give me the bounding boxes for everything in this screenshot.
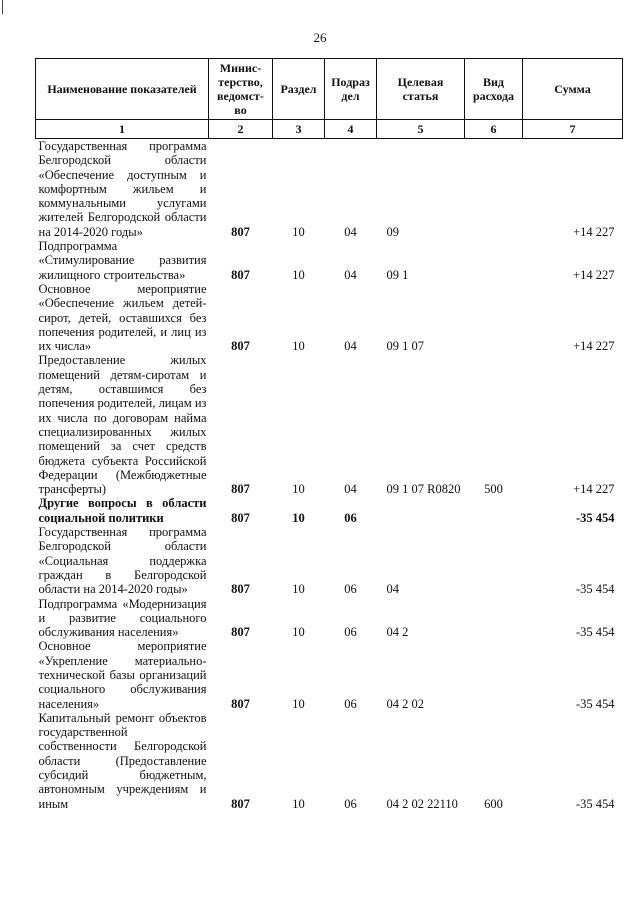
row-expense <box>465 282 523 353</box>
row-expense <box>465 639 523 710</box>
row-section: 10 <box>292 625 305 640</box>
row-section: 10 <box>292 224 305 239</box>
row-target: 04 2 <box>386 625 409 640</box>
row-section: 10 <box>292 582 305 597</box>
row-expense: 500 <box>484 482 503 497</box>
row-expense <box>465 597 523 640</box>
table-row <box>36 711 623 811</box>
row-target <box>377 496 465 525</box>
row-sum: -35 454 <box>575 582 615 597</box>
row-expense <box>465 496 523 525</box>
row-subsection: 06 <box>344 582 357 597</box>
row-sum: -35 454 <box>575 625 615 640</box>
page-number: 26 <box>313 30 327 45</box>
row-ministry: 807 <box>231 267 250 282</box>
row-sum: +14 227 <box>573 267 615 282</box>
row-subsection: 06 <box>344 625 357 640</box>
header-sum: Сумма <box>523 59 623 120</box>
row-sum: -35 454 <box>575 696 615 711</box>
row-target: 09 1 07 R0820 <box>386 482 461 497</box>
table-row <box>36 525 623 596</box>
row-sum: +14 227 <box>573 482 615 497</box>
scan-edge-mark <box>2 0 3 14</box>
row-target: 09 1 07 <box>386 339 424 354</box>
column-number: 5 <box>377 120 465 139</box>
row-subsection: 04 <box>344 224 357 239</box>
row-subsection: 04 <box>344 482 357 497</box>
row-subsection: 06 <box>344 696 357 711</box>
column-number-row <box>36 120 623 139</box>
row-name: Подпрограмма «Стимулирование развития жилищного строительства» <box>38 239 207 282</box>
header-expense: Вид расхода <box>465 59 523 120</box>
header-subsection: Подраз дел <box>325 59 377 120</box>
row-sum: -35 454 <box>575 510 615 525</box>
row-ministry: 807 <box>231 696 250 711</box>
row-ministry: 807 <box>231 796 250 811</box>
row-ministry: 807 <box>231 510 250 525</box>
column-number: 2 <box>209 120 273 139</box>
row-target: 04 2 02 <box>386 696 424 711</box>
row-name: Предоставление жилых помещений детям-сиротам и детям, оставшимся без попечения родителей, лицам из их числа по договорам найма специализированных жилых помещений за счет средств бюджета субъекта Российской Федерации (Межбюджетные трансферты) <box>38 353 207 497</box>
column-number: 7 <box>523 120 623 139</box>
row-expense <box>465 239 523 282</box>
row-sum: -35 454 <box>575 796 615 811</box>
row-name: Основное мероприятие «Обеспечение жильем детей-сирот, детей, оставшихся без попечения родителей, и лиц из их числа» <box>38 281 207 354</box>
row-name: Государственная программа Белгородской области «Социальная поддержка граждан в Белгородской области на 2014-2020 годы» <box>38 525 207 597</box>
row-name: Другие вопросы в области социальной политики <box>38 496 207 525</box>
table-row <box>36 597 623 640</box>
row-target: 09 1 <box>386 267 409 282</box>
table-row <box>36 496 623 525</box>
row-name: Государственная программа Белгородской области «Обеспечение доступным и комфортным жильем и коммунальными услугами жителей Белгородской области на 2014-2020 годы» <box>38 139 207 239</box>
column-number: 4 <box>325 120 377 139</box>
row-name: Основное мероприятие «Укрепление материально-технической базы организаций социального обслуживания населения» <box>38 639 207 711</box>
header-name: Наименование показателей <box>36 59 209 120</box>
column-number: 3 <box>273 120 325 139</box>
row-ministry: 807 <box>231 339 250 354</box>
row-section: 10 <box>292 339 305 354</box>
row-subsection: 04 <box>344 267 357 282</box>
column-number: 1 <box>36 120 209 139</box>
row-ministry: 807 <box>231 625 250 640</box>
row-section: 10 <box>292 796 305 811</box>
header-target: Целевая статья <box>377 59 465 120</box>
row-name: Капитальный ремонт объектов государственной собственности Белгородской области (Предоставление субсидий бюджетным, автономным учреждениям и иным <box>38 710 207 811</box>
row-section: 10 <box>292 267 305 282</box>
table-row <box>36 639 623 710</box>
row-ministry: 807 <box>231 582 250 597</box>
row-subsection: 06 <box>344 510 357 525</box>
row-expense <box>465 139 523 240</box>
row-ministry: 807 <box>231 224 250 239</box>
row-section: 10 <box>292 510 305 525</box>
row-sum: +14 227 <box>573 224 615 239</box>
table-row <box>36 282 623 353</box>
row-sum: +14 227 <box>573 339 615 354</box>
budget-table <box>35 58 623 811</box>
row-name: Подпрограмма «Модернизация и развитие социального обслуживания населения» <box>38 596 207 640</box>
table-row <box>36 139 623 240</box>
column-number: 6 <box>465 120 523 139</box>
row-ministry: 807 <box>231 482 250 497</box>
row-expense: 600 <box>484 796 503 811</box>
row-subsection: 06 <box>344 796 357 811</box>
header-row <box>36 59 623 120</box>
table-row <box>36 239 623 282</box>
row-expense <box>465 525 523 596</box>
row-section: 10 <box>292 696 305 711</box>
row-section: 10 <box>292 482 305 497</box>
row-target: 04 2 02 22110 <box>386 796 458 811</box>
header-section: Раздел <box>273 59 325 120</box>
table-row <box>36 353 623 496</box>
row-subsection: 04 <box>344 339 357 354</box>
row-target: 09 <box>386 224 399 239</box>
row-target: 04 <box>386 582 399 597</box>
header-ministry: Минис- терство, ведомст- во <box>209 59 273 120</box>
